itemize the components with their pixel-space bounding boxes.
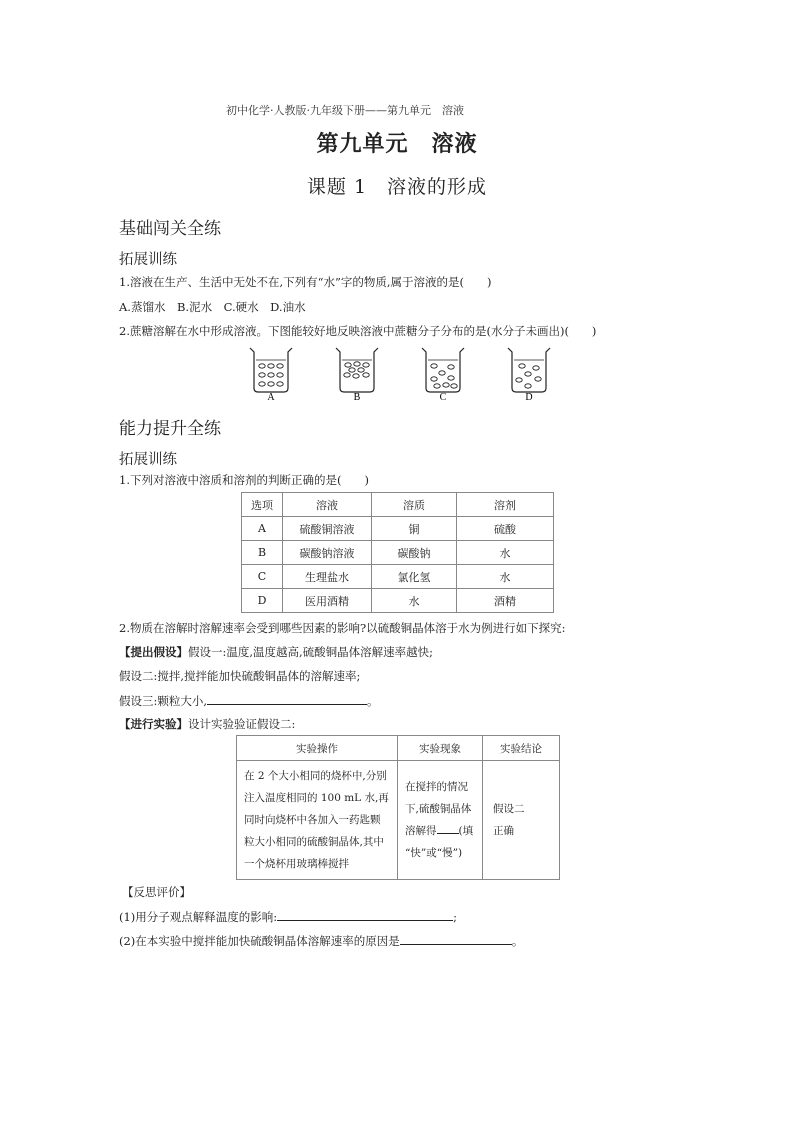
- solute-solvent-table: [241, 492, 554, 613]
- table-cell: 硫酸铜溶液: [283, 517, 372, 541]
- table-cell: 水: [457, 541, 554, 565]
- basic-question-1-options: A.蒸馏水 B.泥水 C.硬水 D.油水: [119, 300, 306, 314]
- beaker-label-d: D: [525, 392, 533, 403]
- table-cell: 医用酒精: [283, 589, 372, 613]
- section-basic-title: 基础闯关全练: [119, 219, 221, 239]
- table-cell: 铜: [372, 517, 457, 541]
- table-cell: C: [242, 565, 283, 589]
- section-basic-subtitle: 拓展训练: [119, 252, 177, 268]
- table-row: [242, 541, 554, 565]
- phenomenon-blank[interactable]: [437, 821, 459, 834]
- beaker-a: [250, 348, 292, 392]
- beaker-b: [336, 348, 378, 392]
- page-header: 初中化学·人教版·九年级下册——第九单元 溶液: [226, 104, 464, 117]
- reflection-2-blank[interactable]: [400, 932, 512, 945]
- hypothesis-2: 假设二:搅拌,搅拌能加快硫酸铜晶体的溶解速率;: [119, 669, 361, 683]
- advanced-question-2: 2.物质在溶解时溶解速率会受到哪些因素的影响?以硫酸铜晶体溶于水为例进行如下探究:: [119, 621, 566, 635]
- beaker-label-a: A: [267, 392, 275, 403]
- lesson-title: 课题 1 溶液的形成: [306, 176, 488, 198]
- table-row: [237, 761, 560, 880]
- unit-title: 第九单元 溶液: [316, 132, 478, 157]
- table-row: [242, 565, 554, 589]
- beaker-d: [508, 348, 550, 392]
- table-header-cell: 实验现象: [398, 736, 483, 761]
- hypothesis-3-blank[interactable]: [207, 692, 367, 705]
- advanced-question-1: 1.下列对溶液中溶质和溶剂的判断正确的是( ): [119, 473, 369, 487]
- hypothesis-1: 【提出假设】假设一:温度,温度越高,硫酸铜晶体溶解速率越快;: [119, 645, 434, 659]
- experiment-table: [236, 735, 560, 880]
- experiment-tag: 【进行实验】: [119, 717, 188, 731]
- beaker-diagram: [244, 344, 554, 404]
- phenomenon-cell: 在搅拌的情况 下,硫酸铜晶体 溶解得 (填 “快”或“慢”): [398, 761, 483, 880]
- table-header-cell: 实验结论: [483, 736, 560, 761]
- reflection-question-1: (1)用分子观点解释温度的影响: ;: [119, 910, 458, 924]
- table-header-cell: 溶液: [283, 493, 372, 517]
- basic-question-2: 2.蔗糖溶解在水中形成溶液。下图能较好地反映溶液中蔗糖分子分布的是(水分子未画出)( ): [119, 324, 597, 338]
- basic-question-1: 1.溶液在生产、生活中无处不在,下列有“水”字的物质,属于溶液的是( ): [119, 275, 492, 289]
- table-cell: B: [242, 541, 283, 565]
- section-advanced-subtitle: 拓展训练: [119, 452, 177, 468]
- table-header-row: [237, 736, 560, 761]
- operation-cell: 在 2 个大小相同的烧杯中,分别 注入温度相同的 100 mL 水,再 同时向烧杯中各加入一药匙颗 粒大小相同的硫酸铜晶体,其中 一个烧杯用玻璃棒搅拌: [237, 761, 398, 880]
- table-header-cell: 选项: [242, 493, 283, 517]
- experiment-intro: 【进行实验】设计实验验证假设二:: [119, 717, 296, 731]
- conclusion-cell: 假设二 正确: [483, 761, 560, 880]
- table-row: [242, 517, 554, 541]
- table-cell: D: [242, 589, 283, 613]
- table-header-cell: 溶剂: [457, 493, 554, 517]
- table-cell: 碳酸钠溶液: [283, 541, 372, 565]
- reflection-1-blank[interactable]: [277, 908, 453, 921]
- beaker-label-b: B: [353, 392, 361, 403]
- reflection-tag: 【反思评价】: [122, 885, 191, 899]
- table-cell: 水: [457, 565, 554, 589]
- table-cell: 碳酸钠: [372, 541, 457, 565]
- table-cell: 酒精: [457, 589, 554, 613]
- hypothesis-3: 假设三:颗粒大小, 。: [119, 694, 379, 708]
- section-advanced-title: 能力提升全练: [119, 419, 221, 439]
- table-cell: A: [242, 517, 283, 541]
- table-cell: 水: [372, 589, 457, 613]
- reflection-question-2: (2)在本实验中搅拌能加快硫酸铜晶体溶解速率的原因是 。: [119, 934, 524, 948]
- table-header-cell: 溶质: [372, 493, 457, 517]
- table-cell: 氯化氢: [372, 565, 457, 589]
- beaker-label-c: C: [439, 392, 447, 403]
- table-row: [242, 589, 554, 613]
- table-header-cell: 实验操作: [237, 736, 398, 761]
- hypothesis-tag: 【提出假设】: [119, 645, 188, 659]
- beaker-c: [422, 348, 464, 392]
- table-cell: 生理盐水: [283, 565, 372, 589]
- table-cell: 硫酸: [457, 517, 554, 541]
- table-header-row: [242, 493, 554, 517]
